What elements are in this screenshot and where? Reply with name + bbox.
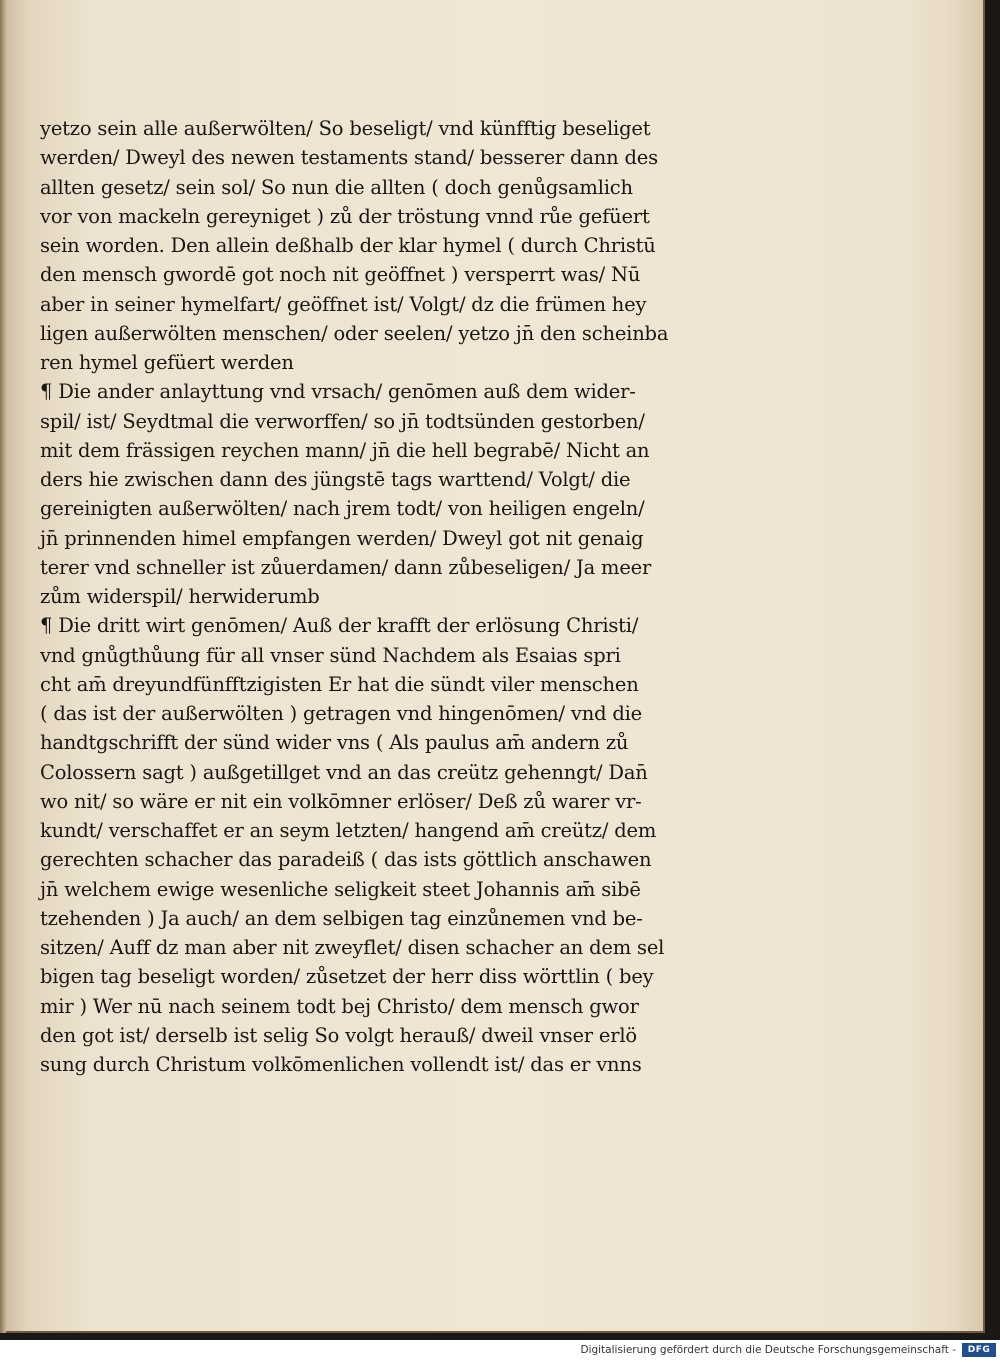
footer-bar (0, 1340, 1000, 1362)
text-line: wo nit/ so wäre er nit ein volkōmner erlöser/ Deß zů warer vr- (40, 789, 642, 813)
text-line: handtgschrifft der sünd wider vns ( Als paulus am̄ andern zů (40, 731, 629, 755)
funding-credit: Digitalisierung gefördert durch die Deutsche Forschungsgemeinschaft - (580, 1344, 956, 1356)
text-line: spil/ ist/ Seydtmal die verworffen/ so jn̄ todtsünden gestorben/ (40, 409, 645, 433)
text-line: mit dem frässigen reychen mann/ jn̄ die hell begrabē/ Nicht an (40, 438, 650, 462)
text-line: mir ) Wer nū nach seinem todt bej Christo/ dem mensch gwor (40, 994, 639, 1018)
text-line: jn̄ prinnenden himel empfangen werden/ Dweyl got nit genaig (40, 526, 644, 550)
page-gutter-edge (0, 0, 6, 1333)
text-line: aber in seiner hymelfart/ geöffnet ist/ Volgt/ dz die frümen hey (40, 292, 647, 316)
text-line: yetzo sein alle außerwölten/ So beseligt/ vnd künfftig beseliget (40, 117, 651, 140)
text-line: zům widerspil/ herwiderumb (40, 585, 320, 608)
text-line: Colossern sagt ) außgetillget vnd an das creütz gehenngt/ Dan̄ (40, 760, 648, 784)
text-line: ders hie zwischen dann des jüngstē tags warttend/ Volgt/ die (40, 468, 631, 491)
text-line: vor von mackeln gereyniget ) zů der tröstung vnnd růe gefüert (40, 204, 650, 228)
text-line: sung durch Christum volkōmenlichen vollendt ist/ das er vnns (40, 1053, 642, 1076)
text-line: terer vnd schneller ist zůuerdamen/ dann zůbeseligen/ Ja meer (40, 555, 652, 579)
text-line: ( das ist der außerwölten ) getragen vnd hingenōmen/ vnd die (40, 702, 643, 725)
text-line: vnd gnůgthůung für all vnser sünd Nachdem als Esaias spri (40, 643, 621, 667)
text-line: werden/ Dweyl des newen testaments stand/ besserer dann des (40, 146, 658, 170)
text-line: ren hymel gefüert werden (40, 351, 294, 374)
text-line: allten gesetz/ sein sol/ So nun die allten ( doch genůgsamlich (40, 175, 633, 199)
text-line: den got ist/ derselb ist selig So volgt herauß/ dweil vnser erlö (40, 1023, 637, 1047)
text-line: bigen tag beseligt worden/ zůsetzet der herr diss wörttlin ( bey (40, 965, 654, 989)
text-line: sein worden. Den allein deßhalb der klar hymel ( durch Christū (40, 234, 656, 257)
text-line: ligen außerwölten menschen/ oder seelen/ yetzo jn̄ den scheinba (40, 321, 669, 345)
dfg-logo: DFG (962, 1343, 996, 1357)
text-line: den mensch gwordē got noch nit geöffnet ) versperrt was/ Nū (40, 263, 641, 287)
text-line: jn̄ welchem ewige wesenliche seligkeit steet Johannis am̄ sibē (40, 877, 641, 901)
text-line: gerechten schacher das paradeiß ( das ists göttlich anschawen (40, 848, 652, 872)
text-line: cht am̄ dreyundfünfftzigisten Er hat die sündt viler menschen (40, 672, 639, 696)
text-line: sitzen/ Auff dz man aber nit zweyflet/ disen schacher an dem sel (40, 936, 665, 959)
text-line: kundt/ verschaffet er an seym letzten/ hangend am̄ creütz/ dem (40, 819, 657, 842)
body-text (40, 114, 740, 1079)
text-line: ¶ Die dritt wirt genōmen/ Auß der krafft der erlösung Christi/ (40, 614, 639, 638)
text-line: ¶ Die ander anlayttung vnd vrsach/ genōmen auß dem wider- (40, 380, 636, 404)
text-line: gereinigten außerwölten/ nach jrem todt/ von heiligen engeln/ (40, 497, 645, 521)
text-line: tzehenden ) Ja auch/ an dem selbigen tag einzůnemen vnd be- (40, 906, 643, 930)
